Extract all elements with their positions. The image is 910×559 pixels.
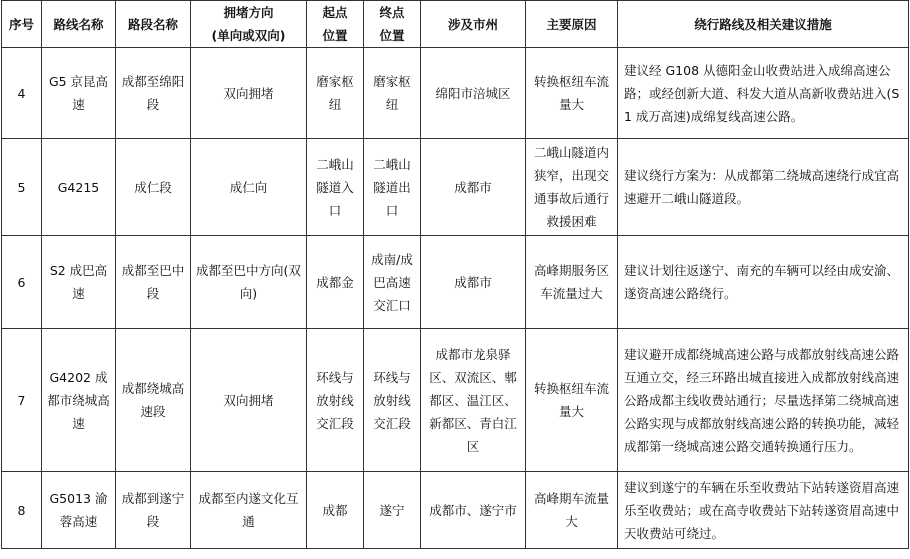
cell-advice: 建议计划往返遂宁、南充的车辆可以经由成安渝、遂资高速公路绕行。: [618, 236, 909, 329]
cell-section: 成都到遂宁段: [116, 472, 191, 549]
cell-advice: 建议到遂宁的车辆在乐至收费站下站转遂资眉高速乐至收费站；或在高寺收费站下站转遂资眉高速中天收费站可绕过。: [618, 472, 909, 549]
cell-route: S2 成巴高速: [42, 236, 116, 329]
cell-direction: 双向拥堵: [191, 48, 307, 139]
header-advice: 绕行路线及相关建议措施: [618, 1, 909, 48]
header-section: 路段名称: [116, 1, 191, 48]
cell-cities: 成都市、遂宁市: [421, 472, 526, 549]
cell-no: 6: [2, 236, 42, 329]
cell-section: 成都至巴中段: [116, 236, 191, 329]
header-end: 终点 位置: [364, 1, 421, 48]
cell-end: 环线与放射线交汇段: [364, 329, 421, 472]
cell-start: 磨家枢纽: [307, 48, 364, 139]
cell-cities: 成都市: [421, 139, 526, 236]
cell-section: 成仁段: [116, 139, 191, 236]
cell-advice: 建议避开成都绕城高速公路与成都放射线高速公路互通立交，经三环路出城直接进入成都放射线高速公路成都主线收费站通行；尽量选择第二绕城高速公路实现与成都放射线高速公路的转换功能，减轻成都第一绕城高速公路交通转换通行压力。: [618, 329, 909, 472]
table-row: [2, 236, 909, 329]
cell-end: 二峨山隧道出口: [364, 139, 421, 236]
cell-reason: 二峨山隧道内狭窄，出现交通事故后通行救援困难: [526, 139, 618, 236]
cell-advice: 建议绕行方案为：从成都第二绕城高速绕行成宜高速避开二峨山隧道段。: [618, 139, 909, 236]
cell-start: 成都金: [307, 236, 364, 329]
header-no: 序号: [2, 1, 42, 48]
cell-route: G4202 成都市绕城高速: [42, 329, 116, 472]
cell-end: 成南/成巴高速交汇口: [364, 236, 421, 329]
cell-start: 二峨山隧道入口: [307, 139, 364, 236]
cell-no: 4: [2, 48, 42, 139]
table-row: [2, 139, 909, 236]
cell-reason: 高峰期车流量大: [526, 472, 618, 549]
cell-direction: 成都至内遂文化互通: [191, 472, 307, 549]
cell-start: 环线与放射线交汇段: [307, 329, 364, 472]
table-row: [2, 329, 909, 472]
cell-direction: 双向拥堵: [191, 329, 307, 472]
header-row: [2, 1, 909, 48]
cell-route: G5 京昆高速: [42, 48, 116, 139]
congestion-table: [1, 0, 909, 549]
cell-section: 成都绕城高速段: [116, 329, 191, 472]
cell-route: G4215: [42, 139, 116, 236]
table-row: [2, 48, 909, 139]
cell-end: 磨家枢纽: [364, 48, 421, 139]
header-start: 起点 位置: [307, 1, 364, 48]
cell-end: 遂宁: [364, 472, 421, 549]
cell-section: 成都至绵阳段: [116, 48, 191, 139]
cell-route: G5013 渝蓉高速: [42, 472, 116, 549]
header-route: 路线名称: [42, 1, 116, 48]
cell-no: 5: [2, 139, 42, 236]
header-direction: 拥堵方向 (单向或双向): [191, 1, 307, 48]
cell-cities: 成都市龙泉驿区、双流区、郫都区、温江区、新都区、青白江区: [421, 329, 526, 472]
cell-direction: 成都至巴中方向(双向): [191, 236, 307, 329]
cell-no: 7: [2, 329, 42, 472]
cell-no: 8: [2, 472, 42, 549]
table-row: [2, 472, 909, 549]
cell-reason: 高峰期服务区车流量过大: [526, 236, 618, 329]
cell-cities: 绵阳市涪城区: [421, 48, 526, 139]
cell-advice: 建议经 G108 从德阳金山收费站进入成绵高速公路；或经创新大道、科发大道从高新收费站进入(S1 成万高速)成绵复线高速公路。: [618, 48, 909, 139]
header-reason: 主要原因: [526, 1, 618, 48]
cell-reason: 转换枢纽车流量大: [526, 48, 618, 139]
cell-cities: 成都市: [421, 236, 526, 329]
cell-direction: 成仁向: [191, 139, 307, 236]
header-cities: 涉及市州: [421, 1, 526, 48]
cell-start: 成都: [307, 472, 364, 549]
cell-reason: 转换枢纽车流量大: [526, 329, 618, 472]
